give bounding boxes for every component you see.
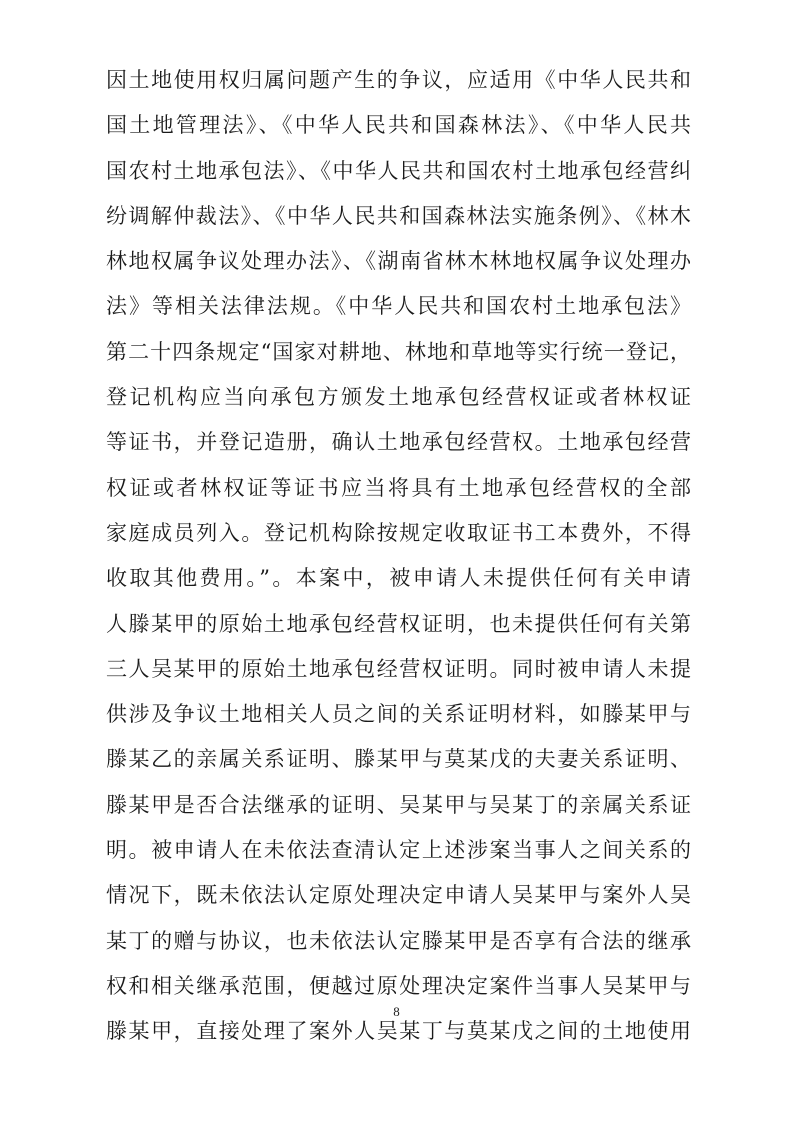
text-line: 纷调解仲裁法》、《中华人民共和国森林法实施条例》、《林木: [106, 203, 691, 228]
text-line: 因土地使用权归属问题产生的争议，应适用《中华人民共和: [106, 68, 691, 92]
text-line: 权和相关继承范围，便越过原处理决定案件当事人吴某甲与: [106, 973, 691, 998]
text-line: 供涉及争议土地相关人员之间的关系证明材料，如滕某甲与: [106, 702, 691, 727]
text-line: 法》等相关法律法规。《中华人民共和国农村土地承包法》: [106, 294, 691, 319]
text-line: 国土地管理法》、《中华人民共和国森林法》、《中华人民共: [106, 113, 691, 138]
text-line: 等证书，并登记造册，确认土地承包经营权。土地承包经营: [106, 430, 691, 455]
text-line: 情况下，既未依法认定原处理决定申请人吴某甲与案外人吴: [106, 883, 691, 908]
text-line: 收取其他费用。”。本案中，被申请人未提供任何有关申请: [106, 566, 691, 591]
text-line: 国农村土地承包法》、《中华人民共和国农村土地承包经营纠: [106, 158, 691, 183]
text-line: 滕某甲是否合法继承的证明、吴某甲与吴某丁的亲属关系证: [106, 792, 691, 817]
text-line: 人滕某甲的原始土地承包经营权证明，也未提供任何有关第: [106, 611, 691, 636]
text-line: 明。被申请人在未依法查清认定上述涉案当事人之间关系的: [106, 838, 691, 863]
text-line: 登记机构应当向承包方颁发土地承包经营权证或者林权证: [106, 385, 691, 410]
text-line: 滕某甲，直接处理了案外人吴某丁与莫某戊之间的土地使用: [106, 1019, 691, 1044]
text-line: 第二十四条规定“国家对耕地、林地和草地等实行统一登记，: [106, 339, 691, 364]
text-line: 权证或者林权证等证书应当将具有土地承包经营权的全部: [106, 475, 691, 500]
page-number: 8: [393, 1004, 400, 1019]
body-text: [106, 58, 691, 1055]
text-line: 某丁的赠与协议，也未依法认定滕某甲是否享有合法的继承: [106, 928, 691, 953]
text-line: 家庭成员列入。登记机构除按规定收取证书工本费外，不得: [106, 520, 691, 545]
text-line: 三人吴某甲的原始土地承包经营权证明。同时被申请人未提: [106, 656, 691, 681]
text-line: 林地权属争议处理办法》、《湖南省林木林地权属争议处理办: [106, 249, 691, 274]
text-line: 滕某乙的亲属关系证明、滕某甲与莫某戊的夫妻关系证明、: [106, 747, 691, 772]
